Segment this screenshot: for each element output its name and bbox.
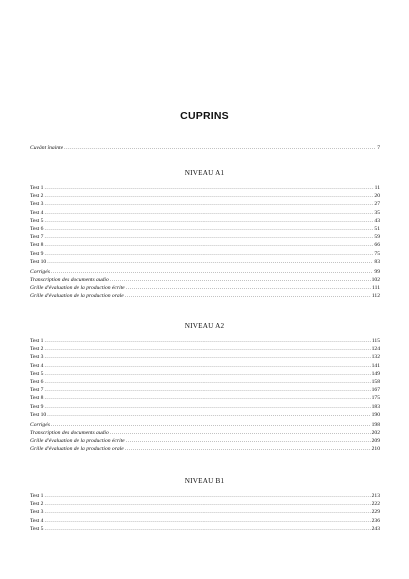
toc-entry-page: 99: [374, 268, 380, 275]
toc-entry-page: 11: [374, 185, 380, 191]
dot-leader: [110, 429, 371, 437]
toc-entry-page: 158: [371, 379, 380, 385]
toc-entry-label: Test 8: [30, 395, 44, 402]
dot-leader: [44, 386, 370, 394]
section-heading: NIVEAU A2: [184, 322, 225, 330]
toc-entry-page: 75: [374, 250, 380, 257]
toc-entry[interactable]: [30, 378, 380, 386]
toc-entry-page: 7: [377, 145, 380, 151]
toc-entry[interactable]: [30, 217, 380, 225]
toc-entry-page: 35: [374, 209, 380, 216]
dot-leader: [110, 276, 371, 284]
toc-entry-page: 236: [371, 517, 380, 524]
toc-entry-label: Test 1: [30, 338, 44, 344]
toc-entry[interactable]: [30, 411, 380, 419]
dot-leader: [44, 394, 370, 402]
toc-entry-label: Transcription des documents audio: [30, 429, 109, 436]
dot-leader: [44, 517, 370, 525]
toc-entry-page: 198: [371, 421, 380, 428]
toc-entry-page: 59: [374, 234, 380, 241]
toc-entry-label: Test 7: [30, 234, 44, 241]
toc-entry-label: Test 2: [30, 346, 44, 353]
toc-entry-page: 51: [374, 226, 380, 232]
toc-entry[interactable]: [30, 508, 380, 516]
dot-leader: [44, 209, 373, 217]
toc-entry[interactable]: [30, 337, 380, 345]
toc-entry-label: Test 2: [30, 193, 44, 200]
toc-entry-label: Cuvânt înainte: [30, 145, 64, 151]
toc-entry-page: 115: [371, 338, 380, 344]
toc-entry-label: Test 6: [30, 379, 44, 385]
dot-leader: [44, 250, 373, 258]
toc-entry[interactable]: [30, 225, 380, 233]
dot-leader: [44, 337, 370, 345]
dot-leader: [125, 292, 371, 300]
toc-entry-page: 112: [371, 293, 380, 300]
toc-entry-page: 202: [371, 429, 380, 436]
toc-entry[interactable]: [30, 386, 380, 394]
dot-leader: [44, 403, 370, 411]
toc-entry-label: Grille d'évaluation de la production écrite: [30, 284, 125, 291]
toc-entry-label: Test 1: [30, 185, 44, 191]
dot-leader: [126, 284, 371, 292]
dot-leader: [44, 184, 373, 192]
dot-leader: [125, 445, 371, 453]
toc-entry-intro[interactable]: [30, 144, 380, 152]
toc-entry[interactable]: [30, 403, 380, 411]
dot-leader: [44, 508, 370, 516]
toc-entry-label: Grille d'évaluation de la production orale: [30, 446, 124, 453]
toc-entry[interactable]: [30, 500, 380, 508]
toc-entry[interactable]: [30, 209, 380, 217]
toc-entry-page: 190: [371, 411, 380, 418]
dot-leader: [51, 268, 374, 276]
toc-entry-label: Test 3: [30, 201, 44, 208]
toc-entry[interactable]: [30, 345, 380, 353]
dot-leader: [44, 362, 370, 370]
toc-entry-label: Test 6: [30, 226, 44, 232]
toc-entry[interactable]: [30, 421, 380, 429]
toc-entry-label: Test 2: [30, 501, 44, 508]
dot-leader: [44, 241, 373, 249]
toc-entry-page: 111: [372, 284, 380, 291]
toc-entry[interactable]: [30, 370, 380, 378]
section-heading: NIVEAU A1: [184, 169, 225, 177]
toc-entry[interactable]: [30, 292, 380, 300]
dot-leader: [47, 411, 370, 419]
toc-entry[interactable]: [30, 525, 380, 533]
toc-entry-label: Test 3: [30, 509, 44, 516]
toc-entry-label: Test 10: [30, 411, 47, 418]
section-heading: NIVEAU B1: [184, 477, 225, 485]
toc-entry-label: Transcription des documents audio: [30, 276, 109, 283]
toc-entry[interactable]: [30, 250, 380, 258]
dot-leader: [44, 200, 373, 208]
toc-entry-page: 43: [374, 217, 380, 224]
dot-leader: [44, 233, 373, 241]
toc-entry-label: Test 1: [30, 493, 44, 499]
toc-entry-page: 102: [371, 276, 380, 283]
toc-entry-page: 213: [371, 493, 380, 499]
toc-entry[interactable]: [30, 437, 380, 445]
dot-leader: [44, 378, 370, 386]
toc-entry[interactable]: [30, 394, 380, 402]
toc-entry[interactable]: [30, 517, 380, 525]
dot-leader: [44, 492, 370, 500]
toc-entry[interactable]: [30, 362, 380, 370]
toc-entry[interactable]: [30, 276, 380, 284]
toc-entry-label: Test 5: [30, 525, 44, 532]
dot-leader: [44, 353, 370, 361]
toc-entry[interactable]: [30, 192, 380, 200]
toc-entry-label: Test 5: [30, 370, 44, 377]
toc-entry[interactable]: [30, 184, 380, 192]
toc-entry[interactable]: [30, 200, 380, 208]
toc-entry-page: 66: [374, 242, 380, 249]
toc-entry-page: 141: [371, 362, 380, 369]
toc-entry-label: Test 4: [30, 517, 44, 524]
toc-entry[interactable]: [30, 241, 380, 249]
toc-entry[interactable]: [30, 445, 380, 453]
toc-entry-page: 27: [374, 201, 380, 208]
dot-leader: [126, 437, 371, 445]
toc-entry[interactable]: [30, 258, 380, 266]
toc-entry-label: Test 4: [30, 362, 44, 369]
toc-entry-page: 149: [371, 370, 380, 377]
toc-entry-page: 20: [374, 193, 380, 200]
dot-leader: [64, 144, 376, 152]
toc-entry-page: 183: [371, 403, 380, 410]
toc-entry-label: Grille d'évaluation de la production écrite: [30, 437, 125, 444]
dot-leader: [44, 500, 370, 508]
dot-leader: [44, 217, 373, 225]
toc-entry[interactable]: [30, 353, 380, 361]
dot-leader: [51, 421, 371, 429]
toc-entry-page: 229: [371, 509, 380, 516]
toc-entry-label: Test 8: [30, 242, 44, 249]
toc-entry-page: 175: [371, 395, 380, 402]
toc-entry-page: 83: [374, 258, 380, 265]
toc-entry-page: 167: [371, 387, 380, 394]
toc-entry-page: 243: [371, 525, 380, 532]
toc-entry-page: 132: [371, 354, 380, 361]
dot-leader: [44, 225, 373, 233]
toc-entry[interactable]: [30, 492, 380, 500]
toc-entry-page: 210: [371, 446, 380, 453]
toc-entry-label: Test 9: [30, 250, 44, 257]
toc-entry-page: 124: [371, 346, 380, 353]
dot-leader: [44, 370, 370, 378]
toc-entry[interactable]: [30, 268, 380, 276]
dot-leader: [47, 258, 373, 266]
toc-entry-label: Test 4: [30, 209, 44, 216]
toc-entry-label: Test 7: [30, 387, 44, 394]
toc-entry-label: Test 9: [30, 403, 44, 410]
toc-entry-label: Corrigés: [30, 268, 50, 275]
toc-entry-label: Corrigés: [30, 421, 50, 428]
dot-leader: [44, 345, 370, 353]
toc-entry-label: Test 5: [30, 217, 44, 224]
toc-entry-label: Test 3: [30, 354, 44, 361]
toc-entry[interactable]: [30, 284, 380, 292]
toc-entry-label: Test 10: [30, 258, 47, 265]
toc-entry-page: 209: [371, 437, 380, 444]
dot-leader: [44, 192, 373, 200]
toc-entry[interactable]: [30, 429, 380, 437]
toc-entry-page: 222: [371, 501, 380, 508]
dot-leader: [44, 525, 370, 533]
page-title: CUPRINS: [180, 110, 229, 122]
toc-entry-label: Grille d'évaluation de la production orale: [30, 293, 124, 300]
toc-entry[interactable]: [30, 233, 380, 241]
